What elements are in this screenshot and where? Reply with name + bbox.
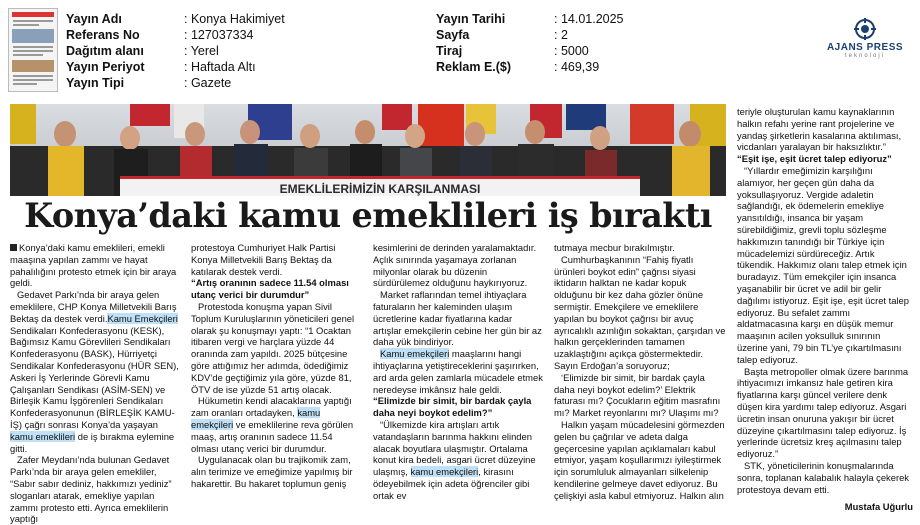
article-paragraph	[10, 454, 180, 525]
article-paragraph	[737, 106, 913, 153]
meta-value	[554, 11, 624, 27]
article-subheading	[191, 277, 362, 301]
meta-value-text: : 14.01.2025	[554, 12, 624, 26]
article-paragraph	[554, 242, 726, 254]
text-run: Halkın yaşam mücadelesini görmezden gelen bu çağrılar ve adeta dalga geçercesine yapılan açıklamaları kabul etmiyor, yaşam koşullarımızı iyileştirmek için sorumluluk almayanları silkelenip kendilerine gelmeye davet ediyoruz. Bu çelişkiyi asla kabul etmiyoruz. Halkın alın	[554, 418, 725, 501]
text-run: “Ülkemizde kira artışları artık vatandaşların barınma hakkını elinden alacak boyutlara ulaşmıştır. Ortalama konut kira bedeli, asgari ücret düzeyine ulaşmış,	[373, 418, 536, 478]
text-run: “Artış oranının sadece 11.54 olması utanç verici bir durumdur”	[191, 277, 349, 301]
text-run: kesimlerini de derinden yaralamaktadır. Açlık sınırında yaşamaya zorlanan milyonlar olarak bu düzenin sürdürülemez olduğunu haykırıyoruz.	[373, 242, 537, 289]
meta-key: Dağıtım alanı	[66, 44, 144, 58]
text-run: “Elimizde bir simit, bir bardak çayla daha neyi boykot edelim?”	[373, 395, 532, 419]
text-run: Uygulanacak olan bu trajikomik zam, alın terimize ve emeğimize yapılmış bir hakarettir. Bu hakaret toplumun geniş	[191, 454, 353, 489]
article-paragraph	[737, 165, 913, 366]
text-run: protestoya Cumhuriyet Halk Partisi Konya Milletvekili Barış Bektaş da katılarak destek verdi.	[191, 242, 336, 277]
meta-row	[66, 43, 144, 59]
meta-key: Reklam E.($)	[436, 60, 512, 74]
article-paragraph	[191, 454, 362, 489]
highlighted-keyword: kamu emekçileri	[410, 466, 479, 478]
text-run: “Eşit işe, eşit ücret talep ediyoruz”	[737, 153, 892, 165]
meta-value	[554, 27, 568, 43]
meta-key: Yayın Tipi	[66, 76, 125, 90]
article-byline	[737, 501, 913, 513]
meta-value	[184, 11, 285, 27]
article-paragraph	[191, 395, 362, 454]
meta-value	[554, 43, 589, 59]
meta-row	[436, 59, 511, 75]
article-headline: Konya’daki kamu emeklileri iş bıraktı	[24, 196, 712, 235]
meta-row	[436, 27, 469, 43]
text-run: Zafer Meydanı’nda bulunan Gedavet Parkı’nda bir araya gelen emekliler, “Sabır sabır dediniz, hakkımızı yediniz” sloganları atarak, emekliye yapılan zammı protesto etti. Ayrıca emeklilerin yaptığı	[10, 454, 172, 525]
text-run: Mustafa Uğurlu	[844, 501, 913, 513]
highlighted-keyword: Kamu Emekçileri	[107, 312, 178, 324]
meta-value-text: : 5000	[554, 44, 589, 58]
highlighted-keyword: Kamu emekçileri	[380, 348, 450, 360]
protest-photo	[10, 104, 726, 196]
highlighted-keyword: kamu emekçileri	[191, 407, 321, 430]
highlighted-keyword: kamu emeklileri	[10, 430, 76, 442]
ajans-press-logo-icon	[854, 18, 876, 40]
meta-value	[184, 59, 256, 75]
meta-key: Sayfa	[436, 28, 470, 42]
meta-key: Yayın Adı	[66, 12, 122, 26]
article-paragraph	[737, 366, 913, 460]
meta-key: Yayın Tarihi	[436, 12, 506, 26]
article-paragraph	[554, 372, 726, 419]
meta-value-text: : Gazete	[184, 76, 232, 90]
article-subheading	[373, 395, 543, 419]
article-paragraph	[373, 289, 543, 348]
text-run: tutmaya mecbur bırakılmıştır.	[554, 242, 675, 253]
text-run: Market raflarından temel ihtiyaçlara faturaların her kaleminden ulaşım ücretlerine kadar fiyatlarına kadar artışlar emekçilerin cebine her gün bir az daha yük bindiriyor.	[373, 289, 542, 348]
article-column-4	[554, 242, 726, 501]
logo-tagline: teknoloji	[844, 53, 885, 59]
article-paragraph	[10, 289, 180, 454]
article-column-5	[737, 106, 913, 513]
text-run: Başta metropoller olmak üzere barınma ihtiyacımızı imkansız hale getiren kira fiyatlarına karşı güncel verilere denk düşen kira yardımı talep ediyoruz. Asgari ücretin insan onuruna yakışır bir ücret düzeyine çıkartılmasını talep ediyoruz. İş yerlerinde ücretsiz kreş açılmasını talep ediyoruz.”	[737, 365, 909, 460]
meta-key: Yayın Periyot	[66, 60, 145, 74]
newspaper-clipping-continued	[737, 104, 913, 513]
meta-row	[66, 59, 145, 75]
text-run: de iş bırakma eylemine gitti.	[10, 430, 175, 454]
article-paragraph	[554, 254, 726, 372]
meta-row	[66, 27, 140, 43]
meta-value-text: : 2	[554, 28, 568, 42]
ajans-press-logo	[820, 18, 910, 68]
text-run: “Yıllardır emeğimizin karşılığını alamıyor, her geçen gün daha da yoksullaşıyoruz. Vergide adaletin sağlandığı, ek ödemelerin emekliye yansıtıldığı, insanca bir yaşam sürebildiğimiz, grevli toplu sözleşme hakkımızın tanındığı bir Türkiye için mücadelemizi sürdüreceğiz. Artık tükendik. Hakkımız olanı talep etmek için buradayız. Tüm emekçiler için insanca yaşanabilir bir ücret ve adil bir gelir dağılımı istiyoruz. Eşit işe, eşit ücret talep ediyoruz. Bu sefalet zammı aldatmacasına karşı en düşük memur maaşının acilen yoksulluk sınırının üzerine yani, 79 bin TL’ye çıkartılmasını talep ediyoruz.	[737, 164, 909, 365]
meta-value-text: : 127037334	[184, 28, 254, 42]
text-run: Protestoda konuşma yapan Sivil Toplum Kuruluşlarının yöneticileri genel olarak şu konuşmayı yaptı: “1 Ocaktan itibaren vergi ve harçlara yüzde 44 oranında zam yapıldı. 2025 bütçesine göre attığımız her adımda, ödediğimiz KDV’de geçtiğimiz yıla göre, yüzde 81, ÖTV de ise yüzde 51 artış olacak.	[191, 300, 355, 395]
text-run: maaşlarını hangi ihtiyaçlarına yetiştireceklerini şaşırırken, ard arda gelen zamlarla mücadele etmek neredeyse imkânsız hale geldi.	[373, 348, 543, 395]
protest-photo-illustration	[10, 104, 726, 196]
article-paragraph	[554, 419, 726, 502]
meta-key: Tiraj	[436, 44, 463, 58]
text-run: , kirasını ödeyebilmek için adeta öğrenciler gibi ortak ev	[373, 466, 530, 501]
meta-value	[184, 43, 219, 59]
text-run: Hükumetin kendi alacaklarına yaptığı zam oranları ortadayken,	[191, 395, 352, 419]
article-column-3	[373, 242, 543, 501]
meta-row	[66, 11, 122, 27]
text-run: ‘Elimizde bir simit, bir bardak çayla daha neyi boykot edelim?’ Elektrik faturası mı? Çocukların eğitim masrafını mı? Market reyonlarını mı? Ulaşımı mı?	[554, 371, 721, 419]
text-run: STK, yöneticilerinin konuşmalarında sonra, toplanan kalabalık halayla çekerek protestoya devam etti.	[737, 459, 909, 495]
meta-value-text: : Konya Hakimiyet	[184, 12, 285, 26]
meta-row	[436, 11, 505, 27]
meta-value	[184, 27, 254, 43]
meta-value	[184, 75, 231, 91]
lead-bullet	[10, 244, 17, 251]
text-run: ve emeklilerine reva görülen maaş, artış oranının sadece 11.54 olması utanç verici bir durumdur.	[191, 418, 354, 454]
article-paragraph	[373, 348, 543, 395]
text-run: Gedavet Parkı’nda bir araya gelen emeklilere, CHP Konya Milletvekili Barış Bektaş da destek verdi.	[10, 289, 177, 324]
newspaper-thumbnail	[8, 8, 58, 92]
article-column-2	[191, 242, 362, 489]
article-paragraph	[191, 242, 362, 277]
article-paragraph	[373, 419, 543, 502]
text-run: Konya’daki kamu emeklileri, emekli maaşına yapılan zammı ve hayat pahalılığını protesto etmek için bir araya geldi.	[10, 242, 177, 289]
meta-value-text: : Haftada Altı	[184, 60, 256, 74]
logo-name: AJANS PRESS	[826, 42, 904, 53]
meta-row	[436, 43, 462, 59]
text-run: Cumhurbaşkanının “Fahiş fiyatlı ürünleri boykot edin” çağrısı siyasi iktidarın halktan ne kadar kopuk olduğunu bir kez daha gözler önüne sermiştir. Emekçilere ve emeklilere yapılan bu boykot çağrısı bir avuç ayrıcalıklı azınlığın sokaktan, çarşıdan ve halkın gerçeklerinden tamamen uzaklaştığını açıkça göstermektedir. Sayın Erdoğan’a soruyoruz;	[554, 253, 726, 371]
meta-value-text: : Yerel	[184, 44, 219, 58]
article-paragraph	[737, 460, 913, 495]
article-subheading	[737, 153, 913, 165]
meta-value	[554, 59, 599, 75]
article-column-1	[10, 242, 180, 525]
meta-row	[66, 75, 124, 91]
article-paragraph	[191, 301, 362, 395]
article-paragraph	[10, 242, 180, 289]
photo-banner-text: EMEKLİLERİMİZİN KARŞILANMASI	[279, 182, 481, 196]
meta-key: Referans No	[66, 28, 140, 42]
text-run: teriyle oluşturulan kamu kaynaklarının halkın refahı yerine rant projelerine ve yandaş şirketlerin kasalarına aktılıması, vicdanları yaralayan bir haksızlıktır.”	[737, 106, 902, 153]
newspaper-clipping	[10, 104, 726, 525]
text-run: Sendikaları Konfederasyonu (KESK), Bağımsız Kamu Görevlileri Sendikaları Konfederasyonu (BASK), Hürriyetçi Sendikalar Konfederasyonu (HÜR SEN), Askeri İş Yerlerinde Görevli Kamu Çalışanları Sendikası (ASİM-SEN) ve Birleşik Kamu İşgörenleri Sendikaları Konfederasyonunun (BİRLEŞİK KAMU-İŞ) çağrı sonrası Konya’da yaşayan	[10, 324, 179, 430]
article-paragraph	[373, 242, 543, 289]
meta-value-text: : 469,39	[554, 60, 600, 74]
